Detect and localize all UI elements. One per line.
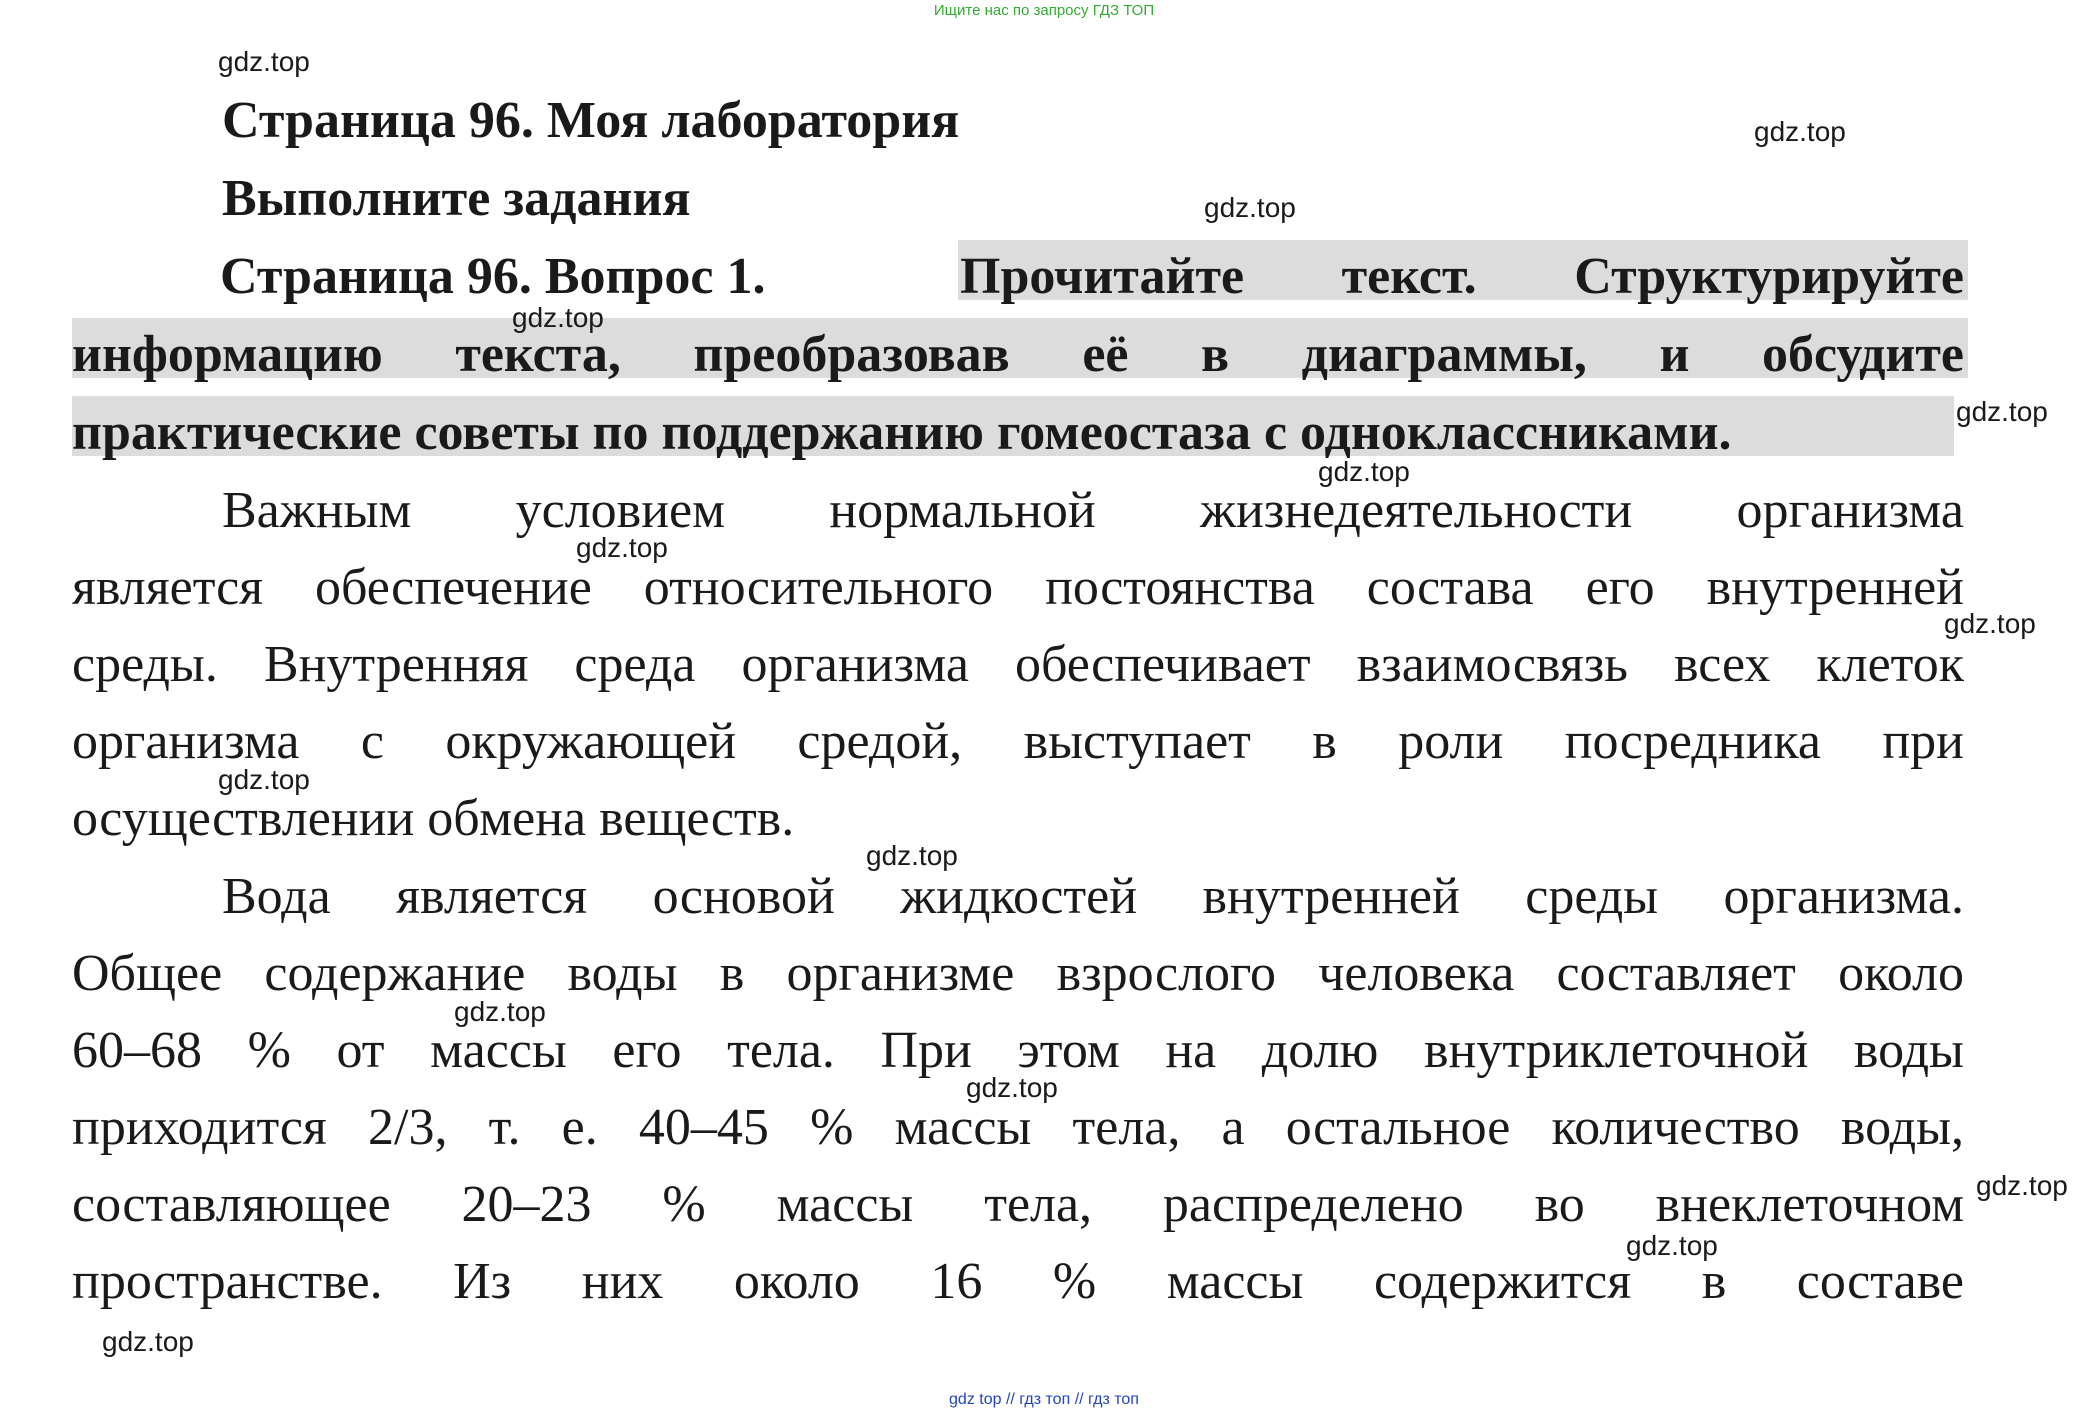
- question-number: Страница 96. Вопрос 1.: [220, 248, 766, 305]
- section-title: Выполните задания: [222, 170, 691, 227]
- watermark: gdz.top: [102, 1326, 194, 1357]
- paragraph1-line: среды. Внутренняя среда организма обеспечивает взаимосвязь всех клеток: [72, 636, 1964, 693]
- watermark: gdz.top: [218, 46, 310, 77]
- bottom-banner: gdz top // гдз топ // гдз топ: [949, 1391, 1139, 1408]
- watermark: gdz.top: [1318, 456, 1410, 487]
- paragraph1-line: Важным условием нормальной жизнедеятельности организма: [222, 482, 1964, 539]
- paragraph2-line: пространстве. Из них около 16 % массы содержится в составе: [72, 1253, 1964, 1310]
- paragraph2-line: Общее содержание воды в организме взрослого человека составляет около: [72, 945, 1964, 1002]
- page-title: Страница 96. Моя лаборатория: [222, 92, 960, 149]
- watermark: gdz.top: [454, 996, 546, 1027]
- paragraph1-line: организма с окружающей средой, выступает в роли посредника при: [72, 713, 1964, 770]
- watermark: gdz.top: [218, 764, 310, 795]
- paragraph2-line: приходится 2/3, т. е. 40–45 % массы тела, а остальное количество воды,: [72, 1099, 1964, 1156]
- task-line-2: информацию текста, преобразовав её в диаграммы, и обсудите: [72, 326, 1964, 383]
- paragraph2-line: Вода является основой жидкостей внутренней среды организма.: [222, 868, 1964, 925]
- task-line-1: [220, 248, 1964, 308]
- watermark: gdz.top: [576, 532, 668, 563]
- top-banner: Ищите нас по запросу ГДЗ ТОП: [933, 2, 1155, 19]
- watermark: gdz.top: [1754, 116, 1846, 147]
- paragraph1-line: осуществлении обмена веществ.: [72, 790, 795, 847]
- watermark: gdz.top: [1976, 1170, 2068, 1201]
- task-text-1: Прочитайте текст. Структурируйте: [960, 248, 1964, 305]
- watermark: gdz.top: [1956, 396, 2048, 427]
- watermark: gdz.top: [966, 1072, 1058, 1103]
- paragraph2-line: 60–68 % от массы его тела. При этом на долю внутриклеточной воды: [72, 1022, 1964, 1079]
- watermark: gdz.top: [1204, 192, 1296, 223]
- task-line-3: практические советы по поддержанию гомеостаза с одноклассниками.: [72, 404, 1732, 461]
- watermark: gdz.top: [1944, 608, 2036, 639]
- watermark: gdz.top: [1626, 1230, 1718, 1261]
- paragraph1-line: является обеспечение относительного постоянства состава его внутренней: [72, 559, 1964, 616]
- paragraph2-line: составляющее 20–23 % массы тела, распределено во внеклеточном: [72, 1176, 1964, 1233]
- watermark: gdz.top: [866, 840, 958, 871]
- watermark: gdz.top: [512, 302, 604, 333]
